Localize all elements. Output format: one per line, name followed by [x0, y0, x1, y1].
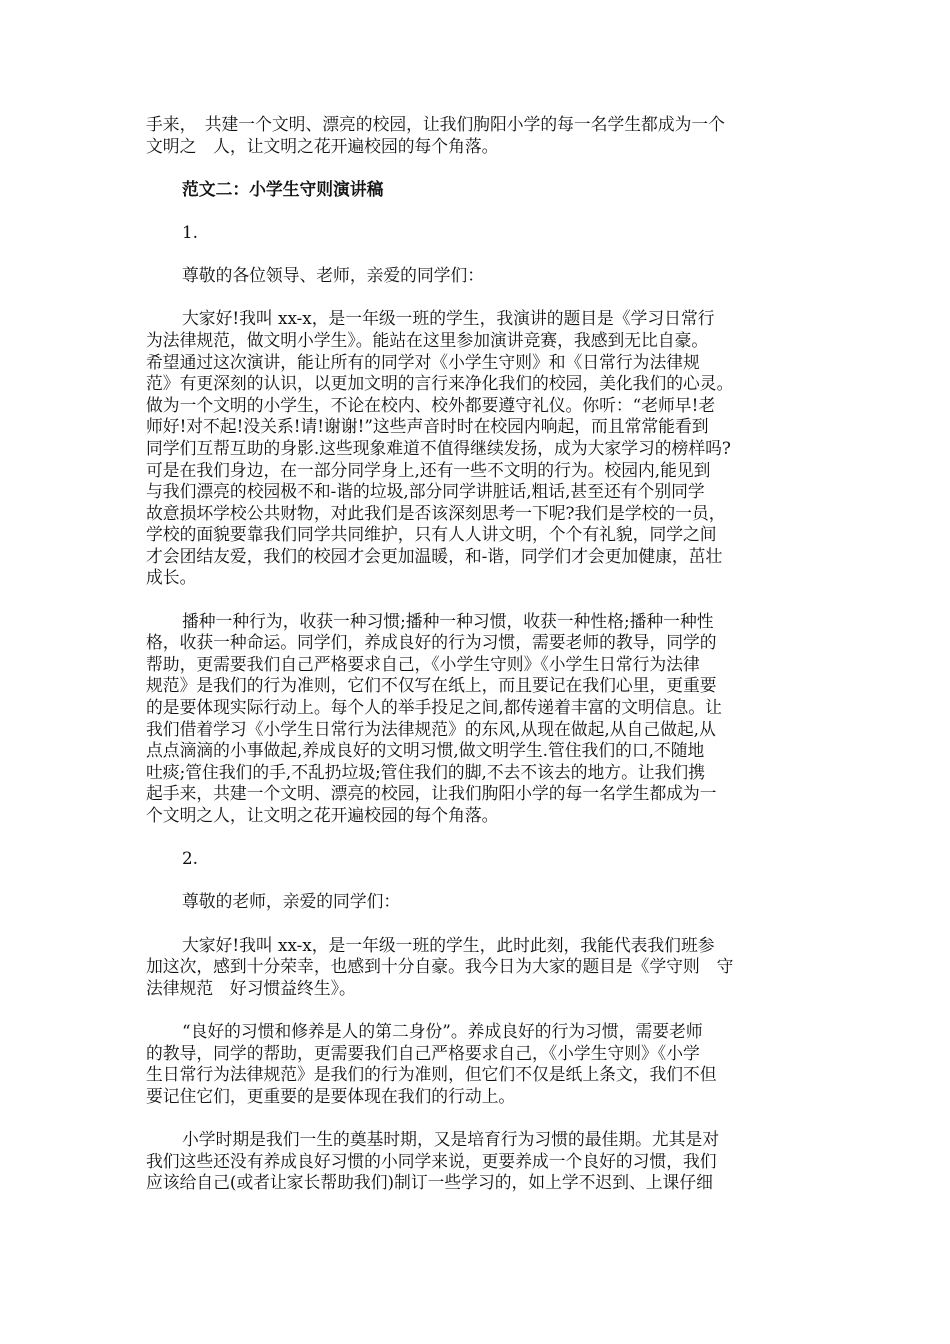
- text-line: 点点滴滴的小事做起,养成良好的文明习惯,做文明学生.管住我们的口,不随地: [146, 740, 705, 761]
- item-number-2: 2.: [182, 848, 199, 869]
- text-line: 范》有更深刻的认识，以更加文明的言行来净化我们的校园，美化我们的心灵。: [146, 373, 734, 394]
- speech1-paragraph-1: [146, 308, 826, 589]
- document-page: [146, 114, 826, 1215]
- item-number-1: 1.: [182, 221, 199, 242]
- text-line: 文明之 人，让文明之花开遍校园的每个角落。: [146, 135, 499, 156]
- text-line: 才会团结友爱，我们的校园才会更加温暖，和-谐，同学们才会更加健康，茁壮: [146, 545, 723, 566]
- text-line: 故意损坏学校公共财物，对此我们是否该深刻思考一下呢?我们是学校的一员，: [146, 502, 726, 523]
- text-line: 希望通过这次演讲，能让所有的同学对《小学生守则》和《日常行为法律规: [146, 351, 700, 372]
- text-line: 法律规范 好习惯益终生》。: [146, 977, 356, 998]
- text-line: 要记住它们，更重要的是要体现在我们的行动上。: [146, 1085, 516, 1106]
- text-line: 加这次，感到十分荣幸，也感到十分自豪。我今日为大家的题目是《学守则 守: [146, 956, 734, 977]
- text-line: 格，收获一种命运。同学们，养成良好的行为习惯，需要老师的教导，同学的: [146, 632, 717, 653]
- text-line: 小学时期是我们一生的奠基时期，又是培育行为习惯的最佳期。尤其是对: [182, 1128, 720, 1149]
- text-line: 吐痰;管住我们的手,不乱扔垃圾;管住我们的脚,不去不该去的地方。让我们携: [146, 761, 705, 782]
- text-line: 规范》是我们的行为准则，它们不仅写在纸上，而且要记在我们心里，更重要: [146, 675, 717, 696]
- text-line: 我们这些还没有养成良好习惯的小同学来说，更要养成一个良好的习惯，我们: [146, 1150, 717, 1171]
- text-line: 同学们互帮互助的身影.这些现象难道不值得继续发扬，成为大家学习的榜样吗?: [146, 437, 731, 458]
- speech2-paragraph-3: [146, 1129, 826, 1194]
- text-line: 的教导，同学的帮助，更需要我们自己严格要求自己，《小学生守则》《小学: [146, 1042, 700, 1063]
- text-line: “良好的习惯和修养是人的第二身份”。养成良好的行为习惯，需要老师: [182, 1020, 703, 1041]
- section-heading: 范文二：小学生守则演讲稿: [182, 178, 384, 199]
- speech2-paragraph-2: [146, 1021, 826, 1107]
- text-line: 成长。: [146, 567, 197, 588]
- text-line: 学校的面貌要靠我们同学共同维护，只有人人讲文明，个个有礼貌，同学之间: [146, 524, 717, 545]
- text-line: 应该给自己(或者让家长帮助我们)制订一些学习的，如上学不迟到、上课仔细: [146, 1172, 713, 1193]
- text-line: 手来， 共建一个文明、漂亮的校园，让我们朐阳小学的每一名学生都成为一个: [146, 114, 725, 134]
- text-line: 生日常行为法律规范》是我们的行为准则，但它们不仅是纸上条文，我们不但: [146, 1064, 717, 1085]
- text-line: 为法律规范，做文明小学生》。能站在这里参加演讲竞赛，我感到无比自豪。: [146, 329, 709, 350]
- text-line: 播种一种行为，收获一种习惯;播种一种习惯，收获一种性格;播种一种性: [182, 610, 714, 631]
- speech2-paragraph-1: [146, 935, 826, 1000]
- salutation-1: 尊敬的各位领导、老师，亲爱的同学们：: [182, 265, 485, 286]
- speech1-paragraph-2: [146, 611, 826, 827]
- text-line: 可是在我们身边，在一部分同学身上,还有一些不文明的行为。校园内,能见到: [146, 459, 711, 480]
- text-line: 我们借着学习《小学生日常行为法律规范》的东风,从现在做起,从自己做起,从: [146, 718, 716, 739]
- text-line: 做为一个文明的小学生，不论在校内、校外都要遵守礼仪。你听：“老师早!老: [146, 394, 716, 415]
- text-line: 大家好!我叫 xx-x，是一年级一班的学生，此时此刻，我能代表我们班参: [182, 934, 715, 955]
- text-line: 与我们漂亮的校园极不和-谐的垃圾,部分同学讲脏话,粗话,甚至还有个别同学: [146, 481, 705, 502]
- text-line: 的是要体现实际行动上。每个人的举手投足之间,都传递着丰富的文明信息。让: [146, 697, 722, 718]
- text-line: 大家好!我叫 xx-x，是一年级一班的学生，我演讲的题目是《学习日常行: [182, 308, 715, 329]
- text-line: 师好!对不起!没关系!请!谢谢!”这些声音时时在校园内响起，而且常常能看到: [146, 416, 709, 437]
- opening-paragraph: [146, 114, 826, 157]
- text-line: 帮助，更需要我们自己严格要求自己，《小学生守则》《小学生日常行为法律: [146, 653, 700, 674]
- salutation-2: 尊敬的老师，亲爱的同学们：: [182, 891, 401, 912]
- text-line: 个文明之人，让文明之花开遍校园的每个角落。: [146, 805, 499, 825]
- text-line: 起手来，共建一个文明、漂亮的校园，让我们朐阳小学的每一名学生都成为一: [146, 783, 717, 804]
